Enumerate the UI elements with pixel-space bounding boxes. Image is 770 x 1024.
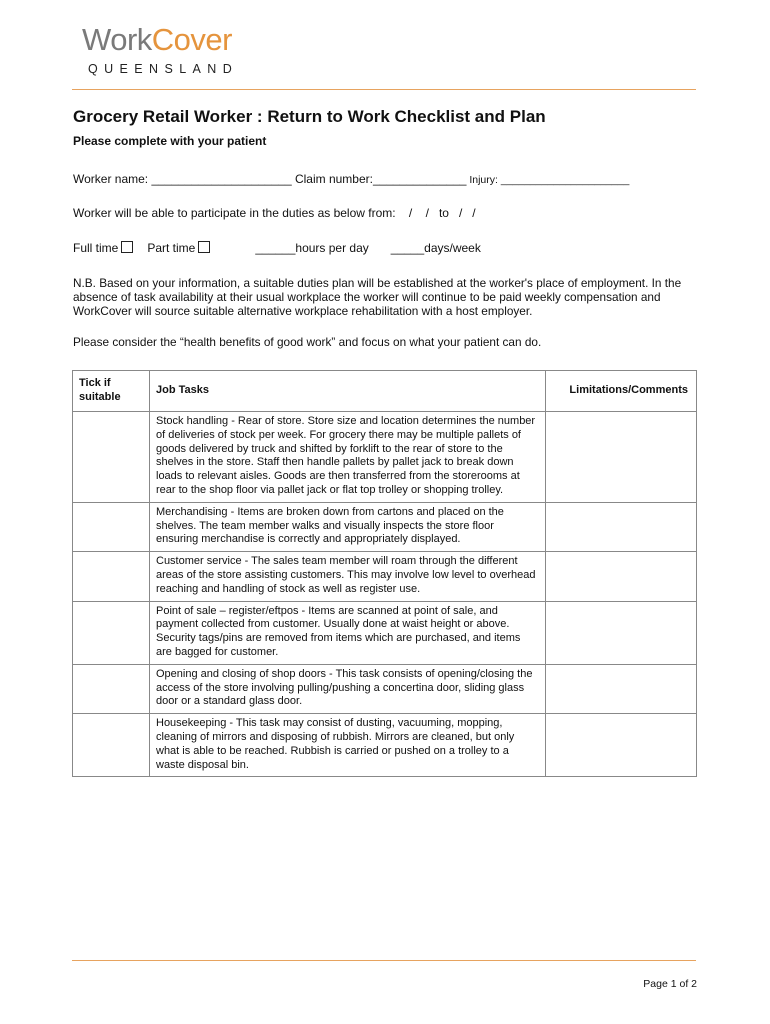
table-row [73,412,697,503]
injury-field[interactable]: Injury: ______________________ [466,174,630,186]
worker-details-line [73,172,629,186]
tick-header: Tick if suitable [73,371,150,412]
table-row [73,664,697,713]
comments-cell[interactable] [546,412,697,503]
table-header-row [73,371,697,412]
header-divider [72,89,696,90]
task-description: Housekeeping - This task may consist of dusting, vacuuming, mopping, cleaning of mirrors and disposing of rubbish. Mirrors are cleaned, but only what is able to be reached. Rubbish is carried or pushed on a trolley to a waste disposal bin. [150,714,546,777]
worker-name-claim-number[interactable]: Worker name: _____________________ Claim number:______________ [73,172,467,186]
comments-cell[interactable] [546,714,697,777]
logo-work: Work [82,22,152,57]
task-description: Stock handling - Rear of store. Store size and location determines the number of deliveries of stock per week. For grocery there may be multiple pallets of goods delivered by truck and shifted by forklift to the rear of store to the shelves in the store. Staff then handle pallets by pallet jack to break down loads to relevant aisles. Goods are then transferred from the storerooms at rear to the shop floor via pallet jack or flat top trolley or shopping trolley. [150,412,546,503]
logo-cover: Cover [151,22,232,57]
page-subtitle: Please complete with your patient [73,134,267,148]
logo-wordmark [82,24,238,55]
tick-cell[interactable] [73,412,150,503]
days-per-week-field[interactable]: _____days/week [390,241,481,255]
part-time-checkbox[interactable] [198,241,210,253]
tick-cell[interactable] [73,664,150,713]
nb-paragraph: N.B. Based on your information, a suitable duties plan will be established at the worker's place of employment. In the absence of task availability at their usual workplace the worker will continue to be paid weekly compensation and WorkCover will source suitable alternative workplace rehabilitation with a host employer. [73,276,682,318]
footer-divider [72,960,696,961]
task-description: Customer service - The sales team member will roam through the different areas of the store assisting customers. This may involve low level to overhead reaching and handling of stock as well as register use. [150,552,546,601]
page-title: Grocery Retail Worker : Return to Work Checklist and Plan [73,107,546,126]
duties-date-line[interactable]: Worker will be able to participate in the duties as below from: / / to / / [73,206,476,220]
part-time-label: Part time [147,241,196,255]
tick-cell[interactable] [73,502,150,551]
table-row [73,601,697,664]
hours-per-day-field[interactable]: ______hours per day [255,241,369,255]
work-hours-line [73,241,481,255]
full-time-label: Full time [73,241,119,255]
tick-cell[interactable] [73,552,150,601]
full-time-checkbox[interactable] [121,241,133,253]
comments-cell[interactable] [546,502,697,551]
task-description: Opening and closing of shop doors - This task consists of opening/closing the access of the store involving pulling/pushing a concertina door, sliding glass door or a standard glass door. [150,664,546,713]
job-tasks-header: Job Tasks [150,371,546,412]
table-row [73,552,697,601]
page-number: Page 1 of 2 [643,978,697,990]
logo-queensland: QUEENSLAND [88,62,239,76]
consider-paragraph: Please consider the “health benefits of good work” and focus on what your patient can do. [73,335,542,349]
tick-cell[interactable] [73,714,150,777]
comments-cell[interactable] [546,552,697,601]
comments-cell[interactable] [546,664,697,713]
task-description: Point of sale – register/eftpos - Items are scanned at point of sale, and payment collected from customer. Usually done at waist height or above. Security tags/pins are removed from items which are purchased, and items are bagged for customer. [150,601,546,664]
table-row [73,502,697,551]
tick-cell[interactable] [73,601,150,664]
job-tasks-table [72,370,697,777]
table-row [73,714,697,777]
comments-cell[interactable] [546,601,697,664]
task-description: Merchandising - Items are broken down from cartons and placed on the shelves. The team member walks and visually inspects the store floor ensuring merchandise is correctly and appropriately displayed. [150,502,546,551]
workcover-logo [82,24,238,76]
limitations-header: Limitations/Comments [546,371,697,412]
